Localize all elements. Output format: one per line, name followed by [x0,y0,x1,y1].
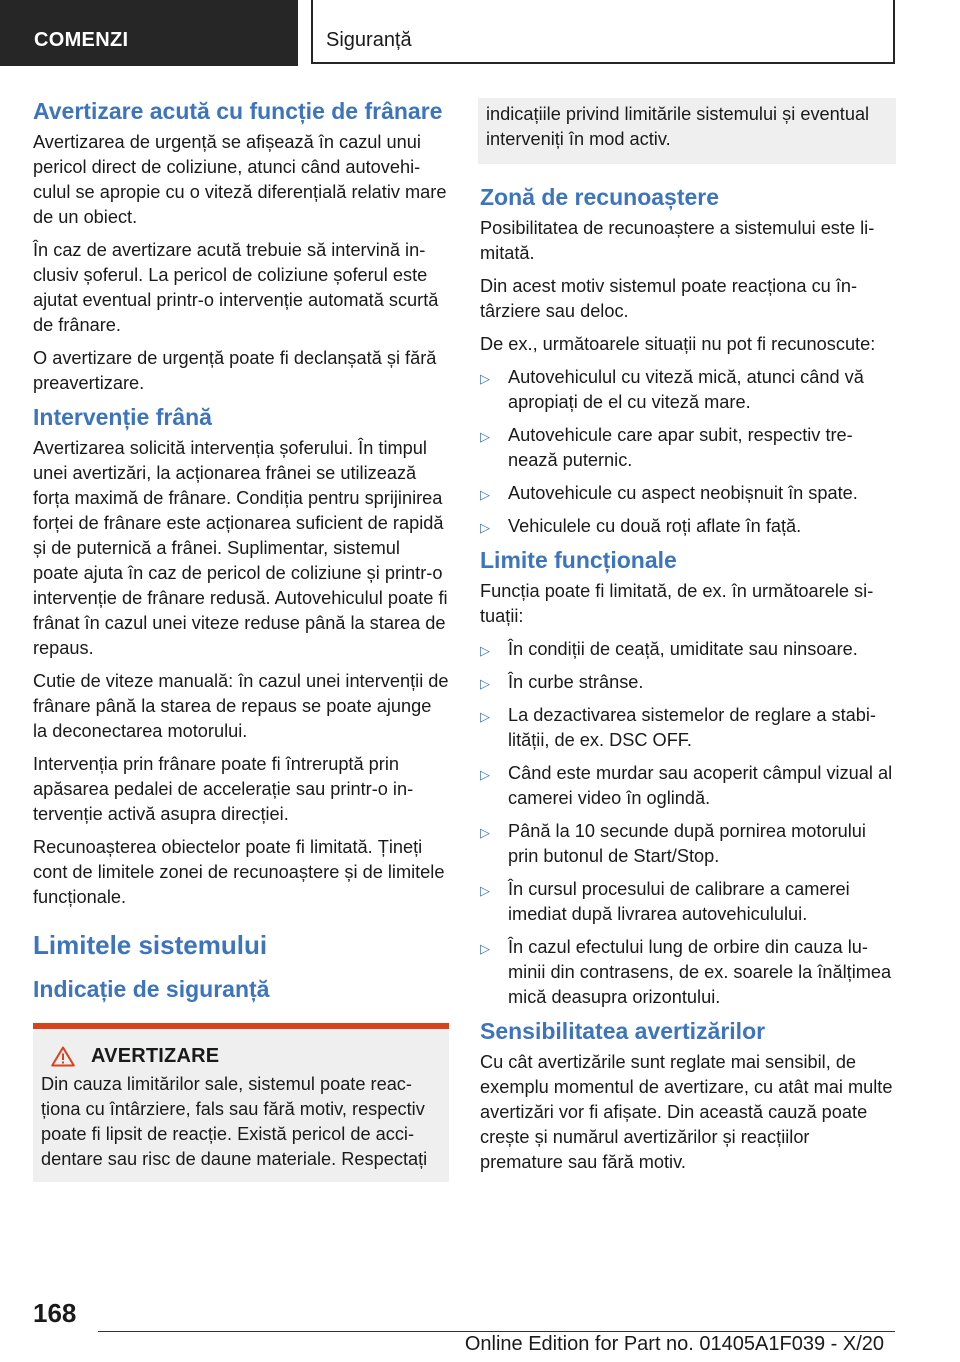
left-column [33,98,449,1182]
list-item: ▷ Vehiculele cu două roți aflate în față. [480,514,896,539]
paragraph: O avertizare de urgență poate fi declanșată și fără preavertizare. [33,348,437,393]
warning-box-continued [478,98,896,164]
bullet-triangle-icon: ▷ [480,429,490,444]
bullet-triangle-icon: ▷ [480,676,490,691]
bullet-triangle-icon: ▷ [480,883,490,898]
heading-warning-sensitivity: Sensibilitatea avertizărilor [480,1018,766,1044]
list-item: ▷ În cazul efectului lung de orbire din cauza luminii din contrasens, de ex. soarele la înălțimea mică deasupra orizontului. [480,937,892,1007]
bullet-triangle-icon: ▷ [480,643,490,658]
list-item: ▷ Autovehicule cu aspect neobișnuit în spate. [480,481,896,506]
bullet-triangle-icon: ▷ [480,709,490,724]
warning-triangle-icon [51,1046,75,1067]
right-column [480,98,896,1183]
list-item: ▷ În cursul procesului de calibrare a camerei imediat după livrarea autovehiculului. [480,879,850,924]
heading-system-limits: Limitele sistemului [33,930,268,960]
paragraph: Posibilitatea de recunoaștere a sistemului este limitată. [480,218,875,263]
warning-text: Din cauza limitărilor sale, sistemul poate reacționa cu întârziere, fals sau fără motiv, respectiv poate fi lipsit de reacție. Există pericol de accidentare sau risc de daune materiale. Respectați [41,1074,428,1169]
list-item: ▷ Autovehiculul cu viteză mică, atunci când vă apropiați de el cu viteză mare. [480,367,864,412]
paragraph: În caz de avertizare acută trebuie să intervină inclusiv șoferul. La pericol de coliziune șoferul este ajutat eventual printr-o intervenție automată scurtă de frânare. [33,240,439,335]
bullet-triangle-icon: ▷ [480,520,490,535]
page-number: 168 [33,1298,77,1328]
list-item: ▷ În condiții de ceață, umiditate sau ninsoare. [480,637,896,662]
bullet-triangle-icon: ▷ [480,371,490,386]
footer-divider [98,1331,895,1332]
list-item: ▷ În curbe strânse. [480,670,896,695]
bullet-triangle-icon: ▷ [480,941,490,956]
bullet-triangle-icon: ▷ [480,487,490,502]
list-item: ▷ La dezactivarea sistemelor de reglare a stabilității, de ex. DSC OFF. [480,705,876,750]
paragraph: Avertizarea solicită intervenția șoferului. În timpul unei avertizări, la acționarea frânei se utilizează forța maximă de frânare. Condiția pentru sprijinirea forței de frânare este acționarea suficient de rapidă și de puternică a frânei. Suplimentar, sistemul poate ajuta în caz de pericol de coliziune și printr-o intervenție de frânare redusă. Autovehiculul poate fi frânat în cazul unei viteze reduse până la starea de repaus. [33,438,448,658]
warning-box [33,1023,449,1182]
section-tab[interactable]: Siguranță [311,0,895,64]
functional-limits-list [480,637,896,1010]
bullet-triangle-icon: ▷ [480,767,490,782]
detection-zone-list [480,365,896,539]
paragraph: Din acest motiv sistemul poate reacționa cu întârziere sau deloc. [480,276,858,321]
warning-label: AVERTIZARE [91,1045,220,1067]
paragraph: Intervenția prin frânare poate fi întreruptă prin apăsarea pedalei de accelerație sau printr-o intervenție activă asupra direcției. [33,754,414,824]
list-item: ▷ Autovehicule care apar subit, respectiv trenează puternic. [480,425,853,470]
heading-functional-limits: Limite funcționale [480,547,677,573]
warning-title [41,1045,439,1068]
paragraph: Recunoașterea obiectelor poate fi limitată. Țineți cont de limitele zonei de recunoaștere și de limitele funcționale. [33,837,445,907]
edition-footer: Online Edition for Part no. 01405A1F039 - X/20 [464,1333,884,1355]
heading-brake-intervention: Intervenție frână [33,404,212,430]
heading-detection-zone: Zonă de recunoaștere [480,184,720,210]
paragraph: Cutie de viteze manuală: în cazul unei intervenții de frânare până la starea de repaus se poate ajunge la deconectarea motorului. [33,671,449,741]
heading-safety-note: Indicație de siguranță [33,976,270,1002]
bullet-triangle-icon: ▷ [480,825,490,840]
page-header [0,0,960,66]
paragraph: Avertizarea de urgență se afișează în cazul unui pericol direct de coliziune, atunci când autovehiculul se apropie cu o viteză diferențială relativ mare de un obiect. [33,132,447,227]
warning-text-continued: indicațiile privind limitările sistemului și eventual interveniți în mod activ. [486,104,870,149]
list-item: ▷ Când este murdar sau acoperit câmpul vizual al camerei video în oglindă. [480,763,893,808]
paragraph: Funcția poate fi limitată, de ex. în următoarele situații: [480,581,874,626]
chapter-tab[interactable]: COMENZI [0,0,298,66]
paragraph: De ex., următoarele situații nu pot fi recunoscute: [480,334,876,354]
paragraph: Cu cât avertizările sunt reglate mai sensibil, de exemplu momentul de avertizare, cu atât mai multe avertizări vor fi afișate. Din această cauză poate crește și numărul avertizărilor și reacțiilor premature sau fără motiv. [480,1052,893,1172]
list-item: ▷ Până la 10 secunde după pornirea motorului prin butonul de Start/Stop. [480,821,866,866]
heading-acute-warning: Avertizare acută cu funcție de frânare [33,98,443,124]
